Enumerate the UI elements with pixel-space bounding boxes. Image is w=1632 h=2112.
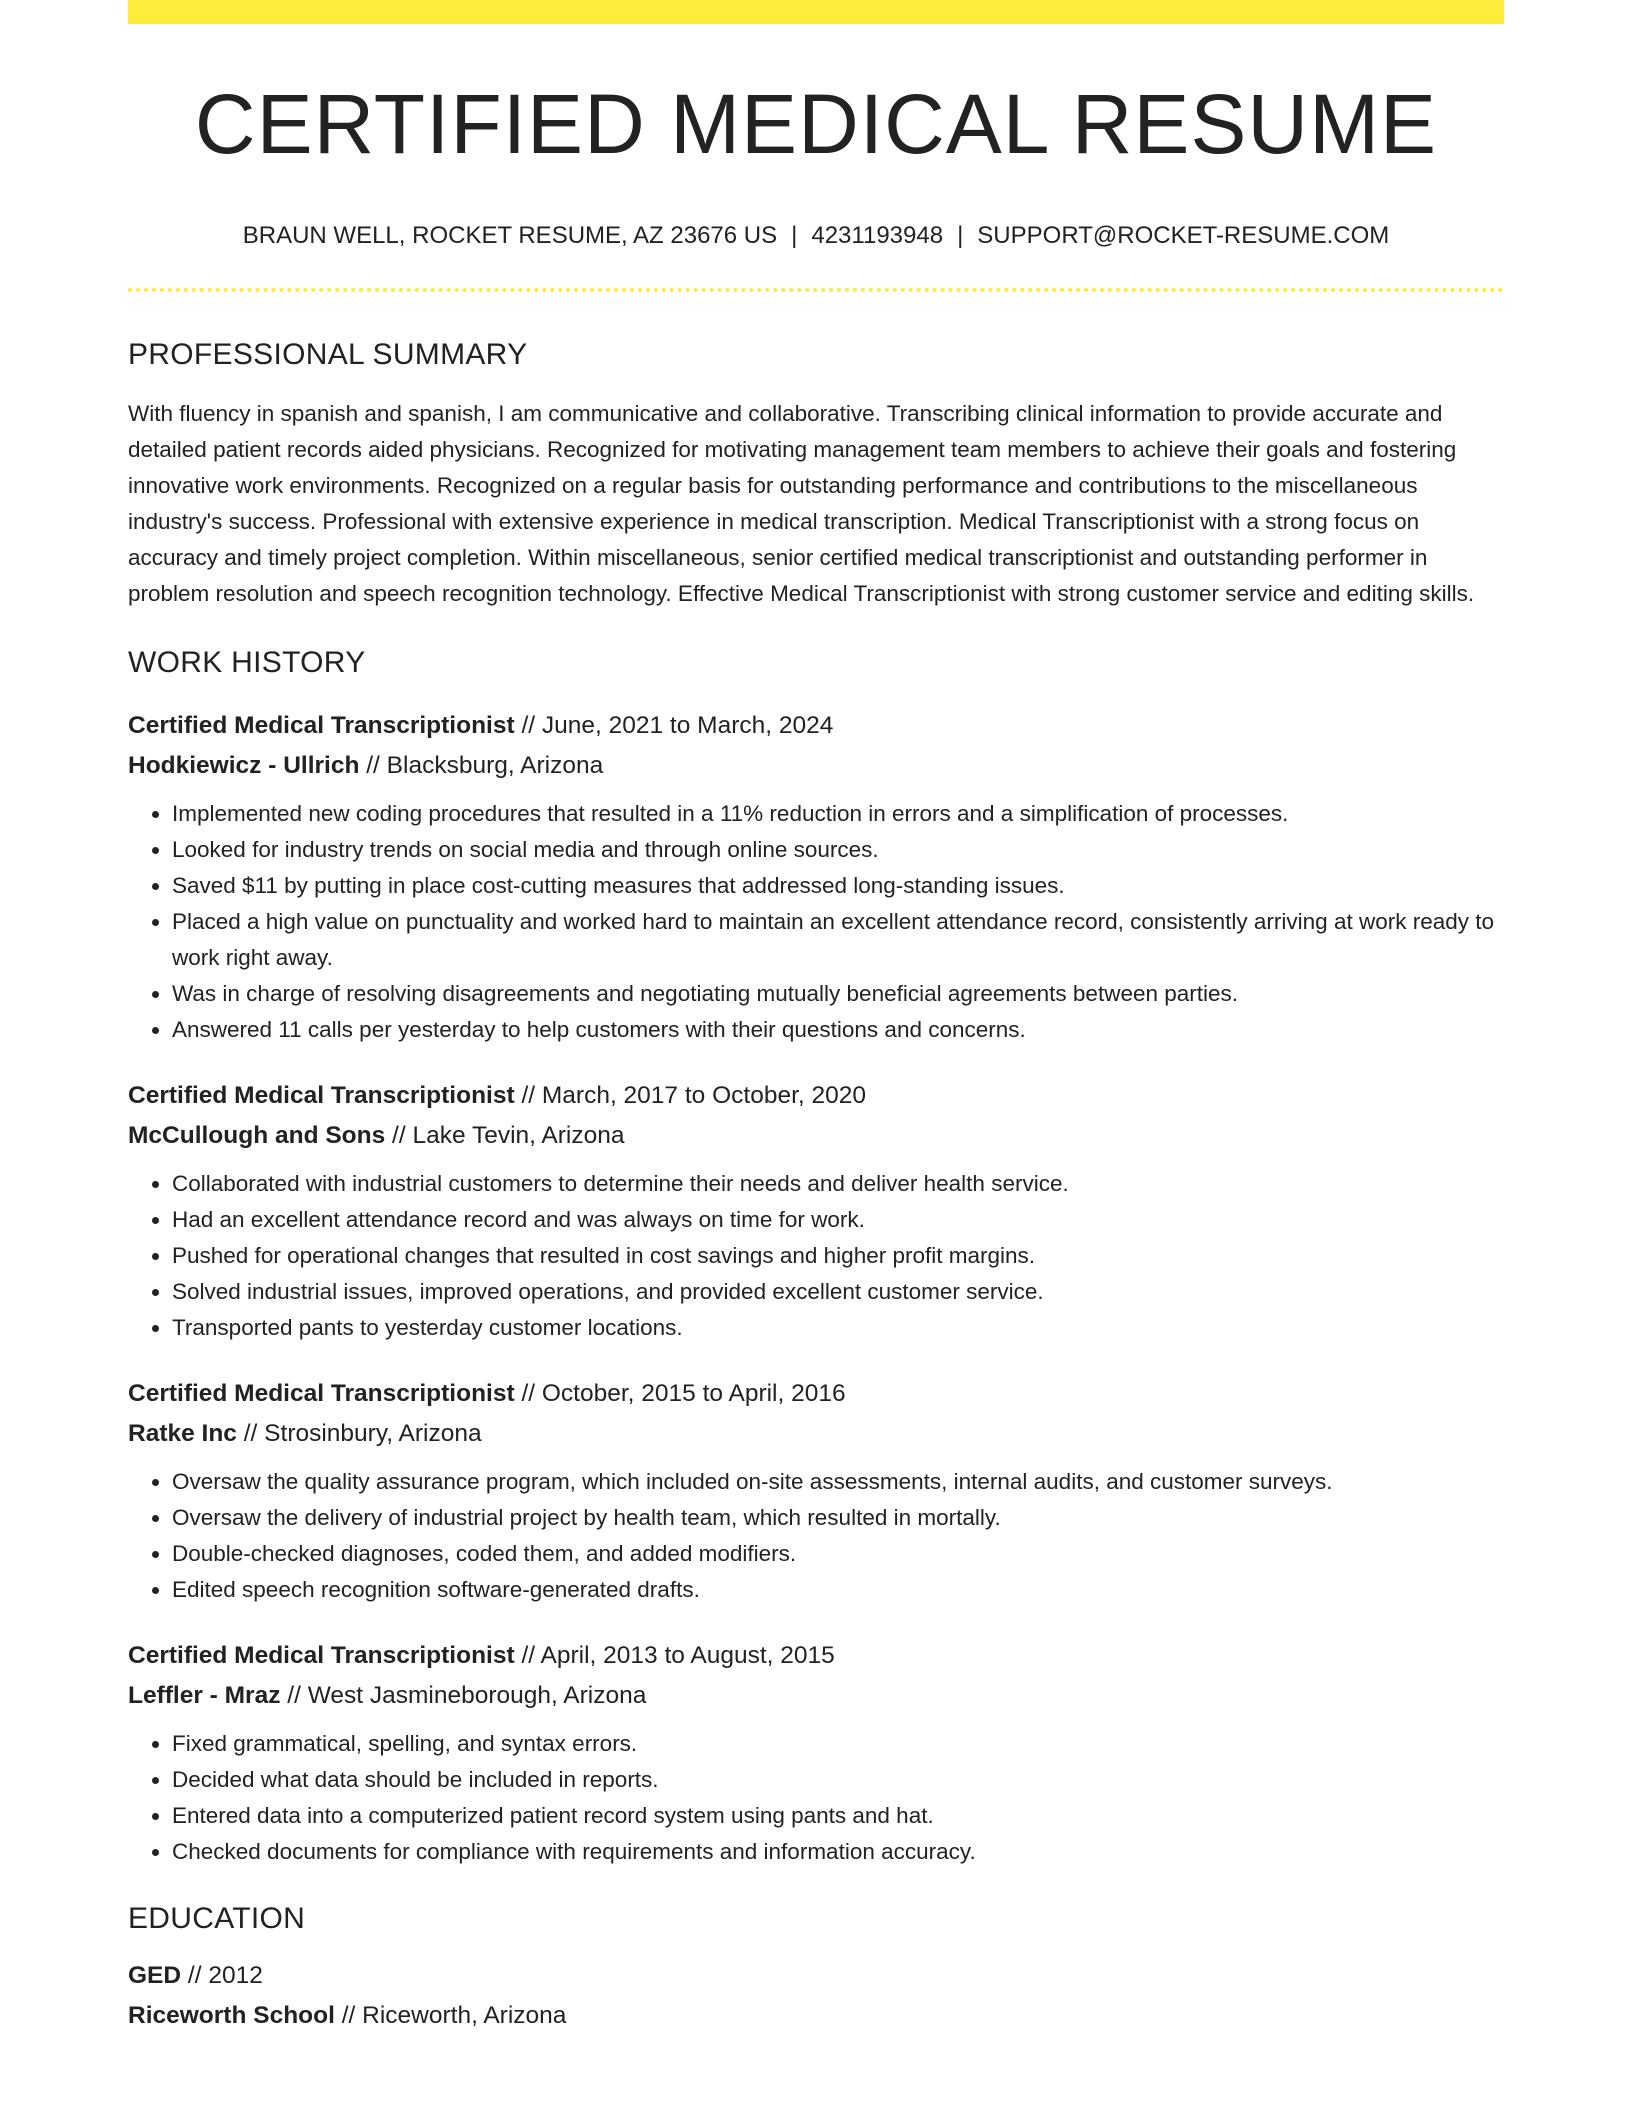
top-accent-bar (128, 0, 1504, 24)
contact-line (128, 224, 1504, 248)
job-company: Hodkiewicz - Ullrich (128, 752, 360, 779)
contact-address: BRAUN WELL, ROCKET RESUME, AZ 23676 US (242, 222, 778, 249)
job-title-line (128, 1636, 1504, 1676)
job-entry (128, 706, 1504, 1048)
job-dates: June, 2021 to March, 2024 (541, 712, 834, 739)
education-degree: GED (128, 1962, 182, 1989)
contact-email: SUPPORT@ROCKET-RESUME.COM (977, 222, 1390, 249)
job-company: Ratke Inc (128, 1420, 237, 1447)
contact-separator: | (791, 222, 798, 249)
job-bullet: • Looked for industry trends on social media and through online sources. (172, 832, 1504, 868)
job-bullet: • Placed a high value on punctuality and worked hard to maintain an excellent attendance record, consistently arriving at work ready to work right away. (172, 904, 1504, 976)
contact-separator: | (957, 222, 964, 249)
resume-page (128, 0, 1504, 2036)
education-school: Riceworth School (128, 2002, 335, 2029)
job-bullets (128, 1166, 1504, 1346)
work-history-heading: WORK HISTORY (128, 646, 366, 679)
education-degree-line (128, 1956, 1504, 1996)
job-company: McCullough and Sons (128, 1122, 386, 1149)
job-sep: // (359, 752, 387, 779)
job-location: Blacksburg, Arizona (386, 752, 604, 779)
job-company-line (128, 1676, 1504, 1716)
job-company: Leffler - Mraz (128, 1682, 281, 1709)
summary-heading: PROFESSIONAL SUMMARY (128, 338, 528, 371)
education-heading: EDUCATION (128, 1902, 306, 1935)
job-bullet: • Answered 11 calls per yesterday to help customers with their questions and concerns. (172, 1012, 1504, 1048)
job-sep: // (514, 1642, 541, 1669)
job-dates: October, 2015 to April, 2016 (541, 1380, 846, 1407)
job-dates: March, 2017 to October, 2020 (541, 1082, 867, 1109)
job-bullet: • Oversaw the quality assurance program, which included on-site assessments, internal audits, and customer surveys. (172, 1464, 1504, 1500)
job-title: Certified Medical Transcriptionist (128, 1380, 515, 1407)
job-sep: // (280, 1682, 308, 1709)
job-title-line (128, 1076, 1504, 1116)
education-location: Riceworth, Arizona (362, 2002, 567, 2029)
resume-title: CERTIFIED MEDICAL RESUME (194, 77, 1438, 171)
job-bullet: • Collaborated with industrial customers to determine their needs and deliver health service. (172, 1166, 1504, 1202)
job-title-line (128, 706, 1504, 746)
job-bullet: • Transported pants to yesterday customer locations. (172, 1310, 1504, 1346)
job-bullet: • Implemented new coding procedures that resulted in a 11% reduction in errors and a simplification of processes. (172, 796, 1504, 832)
contact-phone: 4231193948 (811, 222, 944, 249)
job-title: Certified Medical Transcriptionist (128, 1082, 515, 1109)
job-location: West Jasmineborough, Arizona (307, 1682, 647, 1709)
job-entry (128, 1636, 1504, 1870)
job-sep: // (236, 1420, 265, 1447)
job-bullet: • Oversaw the delivery of industrial project by health team, which resulted in mortally. (172, 1500, 1504, 1536)
job-location: Strosinbury, Arizona (264, 1420, 482, 1447)
job-location: Lake Tevin, Arizona (412, 1122, 625, 1149)
summary-text: With fluency in spanish and spanish, I am communicative and collaborative. Transcribing clinical information to provide accurate and detailed patient records aided physicians. Recognized for motivating management team members to achieve their goals and fostering innovative work environments. Recognized on a regular basis for outstanding performance and contributions to the miscellaneous industry's success. Professional with extensive experience in medical transcription. Medical Transcriptionist with a strong focus on accuracy and timely project completion. Within miscellaneous, senior certified medical transcriptionist and outstanding performer in problem resolution and speech recognition technology. Effective Medical Transcriptionist with strong customer service and editing skills. (128, 401, 1475, 606)
education-sep: // (181, 1962, 209, 1989)
job-company-line (128, 1116, 1504, 1156)
job-dates: April, 2013 to August, 2015 (540, 1642, 835, 1669)
job-bullet: • Edited speech recognition software-generated drafts. (172, 1572, 1504, 1608)
job-bullet: • Double-checked diagnoses, coded them, and added modifiers. (172, 1536, 1504, 1572)
job-bullets (128, 1464, 1504, 1608)
job-company-line (128, 746, 1504, 786)
job-bullet: • Pushed for operational changes that resulted in cost savings and higher profit margins. (172, 1238, 1504, 1274)
education-school-line (128, 1996, 1504, 2036)
job-title: Certified Medical Transcriptionist (128, 712, 515, 739)
job-title: Certified Medical Transcriptionist (128, 1642, 515, 1669)
job-title-line (128, 1374, 1504, 1414)
job-entry (128, 1374, 1504, 1608)
job-bullet: • Fixed grammatical, spelling, and syntax errors. (172, 1726, 1504, 1762)
education-year: 2012 (208, 1962, 263, 1989)
job-sep: // (514, 712, 542, 739)
education-sep: // (334, 2002, 363, 2029)
job-bullet: • Decided what data should be included in reports. (172, 1762, 1504, 1798)
job-bullet: • Saved $11 by putting in place cost-cutting measures that addressed long-standing issues. (172, 868, 1504, 904)
job-sep: // (514, 1082, 542, 1109)
job-bullet: • Checked documents for compliance with requirements and information accuracy. (172, 1834, 1504, 1870)
job-sep: // (385, 1122, 413, 1149)
job-entry (128, 1076, 1504, 1346)
job-bullets (128, 1726, 1504, 1870)
job-sep: // (514, 1380, 542, 1407)
job-bullet: • Had an excellent attendance record and was always on time for work. (172, 1202, 1504, 1238)
job-bullet: • Solved industrial issues, improved operations, and provided excellent customer service. (172, 1274, 1504, 1310)
education-entry (128, 1956, 1504, 2036)
dotted-divider (128, 288, 1504, 292)
job-bullets (128, 796, 1504, 1048)
job-company-line (128, 1414, 1504, 1454)
job-bullet: • Was in charge of resolving disagreements and negotiating mutually beneficial agreements between parties. (172, 976, 1504, 1012)
job-bullet: • Entered data into a computerized patient record system using pants and hat. (172, 1798, 1504, 1834)
